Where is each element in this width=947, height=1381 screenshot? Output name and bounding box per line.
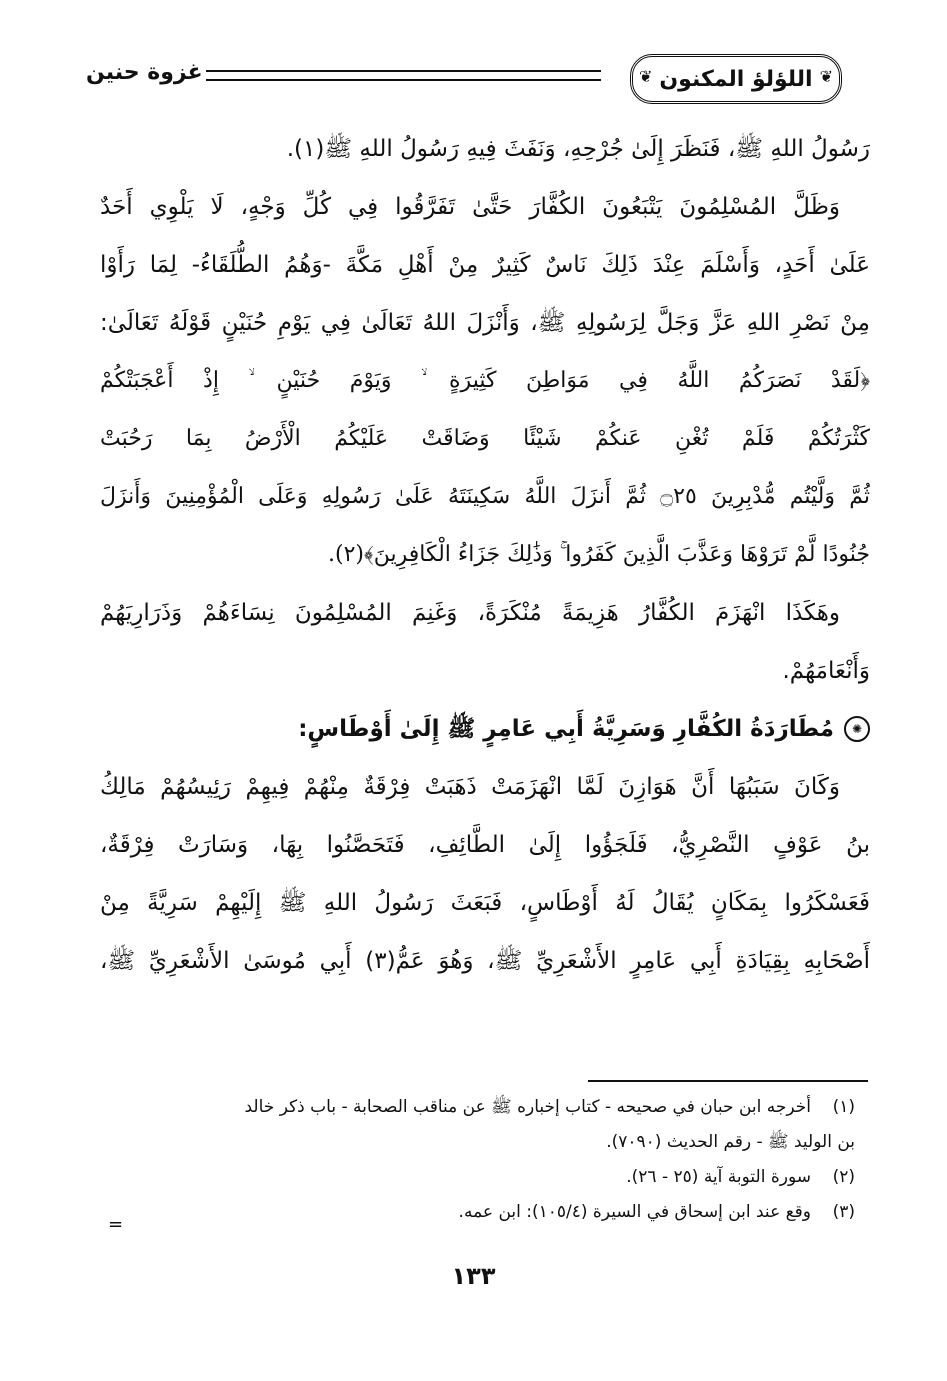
book-title: اللؤلؤ المكنون [659, 66, 813, 92]
running-header [86, 52, 866, 102]
footnotes [100, 1090, 855, 1230]
text-line: عَلَىٰ أَحَدٍ، وَأَسْلَمَ عِنْدَ ذَلِكَ نَاسٌ كَثِيرٌ مِنْ أَهْلِ مَكَّةَ -وَهُمُ الطُّلَقَاءُ- لِمَا رَأَوْا [100, 252, 870, 278]
footnote-separator [588, 1080, 868, 1082]
section-heading-text: مُطَارَدَةُ الكُفَّارِ وَسَرِيَّةُ أَبِي عَامِرٍ ﷺ إِلَىٰ أَوْطَاسٍ: [298, 716, 834, 742]
footnote [100, 1160, 855, 1195]
footnote-continuation [100, 1125, 855, 1160]
chapter-title: غزوة حنين [86, 60, 203, 85]
footnote-number: (١) [832, 1097, 855, 1117]
continuation-mark: = [108, 1214, 124, 1235]
text-line: وَكَانَ سَبَبُهَا أَنَّ هَوَازِنَ لَمَّا انْهَزَمَتْ ذَهَبَتْ فِرْقَةٌ مِنْهُمْ فِيهِمْ رَئِيسُهُمْ مَالِكُ [100, 774, 840, 800]
quran-verse-line: كَثْرَتُكُمْ فَلَمْ تُغْنِ عَنكُمْ شَيْئًا وَضَاقَتْ عَلَيْكُمُ الْأَرْضُ بِمَا رَحُبَتْ [100, 426, 870, 451]
footnote-text: بن الوليد ﷺ - رقم الحديث (٧٠٩٠). [606, 1132, 855, 1152]
footnote [100, 1090, 855, 1125]
quran-verse-line: ثُمَّ وَلَّيْتُم مُّدْبِرِينَ ۝٢٥ ثُمَّ أَنزَلَ اللَّهُ سَكِينَتَهُ عَلَىٰ رَسُولِهِ وَعَلَى الْمُؤْمِنِينَ وَأَنزَلَ [100, 484, 870, 509]
text-line: وَأَنْعَامَهُمْ. [782, 658, 870, 684]
footnote-text: وقع عند ابن إسحاق في السيرة (١٠٥/٤): ابن عمه. [458, 1202, 811, 1222]
header-rule-left [206, 70, 601, 81]
text-line: بنُ عَوْفٍ النَّصْرِيُّ، فَلَجَؤُوا إِلَىٰ الطَّائِفِ، فَتَحَصَّنُوا بِهَا، وَسَارَتْ فِرْقَةٌ، [100, 832, 870, 858]
text-line: مِنْ نَصْرِ اللهِ عَزَّ وَجَلَّ لِرَسُولِهِ ﷺ، وَأَنْزَلَ اللهُ تَعَالَىٰ فِي يَوْمِ حُنَيْنٍ قَوْلَهُ تَعَالَىٰ: [100, 310, 870, 336]
section-bullet-icon: ✺ [844, 716, 870, 742]
text-line: وهَكَذَا انْهَزَمَ الكُفَّارُ هَزِيمَةً مُنْكَرَةً، وَغَنِمَ المُسْلِمُونَ نِسَاءَهُمْ وَذَرَارِيَهُمْ [100, 600, 840, 626]
footnote-text: سورة التوبة آية (٢٥ - ٢٦). [626, 1167, 811, 1187]
footnote [100, 1195, 855, 1230]
page-number: ١٣٣ [451, 1262, 496, 1290]
text-line: فَعَسْكَرُوا بِمَكَانٍ يُقَالُ لَهُ أَوْطَاسٍ، فَبَعَثَ رَسُولُ اللهِ ﷺ إِلَيْهِمْ سَرِيَّةً مِنْ [100, 890, 870, 916]
text-line: أَصْحَابِهِ بِقِيَادَةِ أَبِي عَامِرٍ الأَشْعَرِيِّ ﷺ، وَهُوَ عَمُّ(٣) أَبِي مُوسَىٰ الأَشْعَرِيِّ ﷺ، [100, 948, 870, 974]
quran-verse-line: جُنُودًا لَّمْ تَرَوْهَا وَعَذَّبَ الَّذِينَ كَفَرُوا ۚ وَذَٰلِكَ جَزَاءُ الْكَافِرِينَ﴾(٢). [327, 542, 870, 567]
footnote-text: أخرجه ابن حبان في صحيحه - كتاب إخباره ﷺ عن مناقب الصحابة - باب ذكر خالد [244, 1097, 811, 1117]
text-line: رَسُولُ اللهِ ﷺ، فَنَظَرَ إِلَىٰ جُرْحِهِ، وَنَفَثَ فِيهِ رَسُولُ اللهِ ﷺ(١). [286, 136, 870, 162]
section-heading [100, 700, 870, 758]
text-line: وَظَلَّ المُسْلِمُونَ يَتْبَعُونَ الكُفَّارَ حَتَّىٰ تَفَرَّقُوا فِي كُلِّ وَجْهٍ، لَا يَلْوِي أَحَدٌ [100, 194, 840, 220]
footnote-number: (٢) [832, 1167, 855, 1187]
quran-verse-line: ﴿لَقَدْ نَصَرَكُمُ اللَّهُ فِي مَوَاطِنَ كَثِيرَةٍ ۙ وَيَوْمَ حُنَيْنٍ ۙ إِذْ أَعْجَبَتْكُمْ [100, 368, 870, 393]
book-title-cartouche [630, 54, 842, 104]
flourish-icon: ❦ [639, 67, 653, 86]
flourish-icon: ❦ [819, 67, 833, 86]
footnote-number: (٣) [832, 1202, 855, 1222]
main-text [100, 120, 870, 990]
